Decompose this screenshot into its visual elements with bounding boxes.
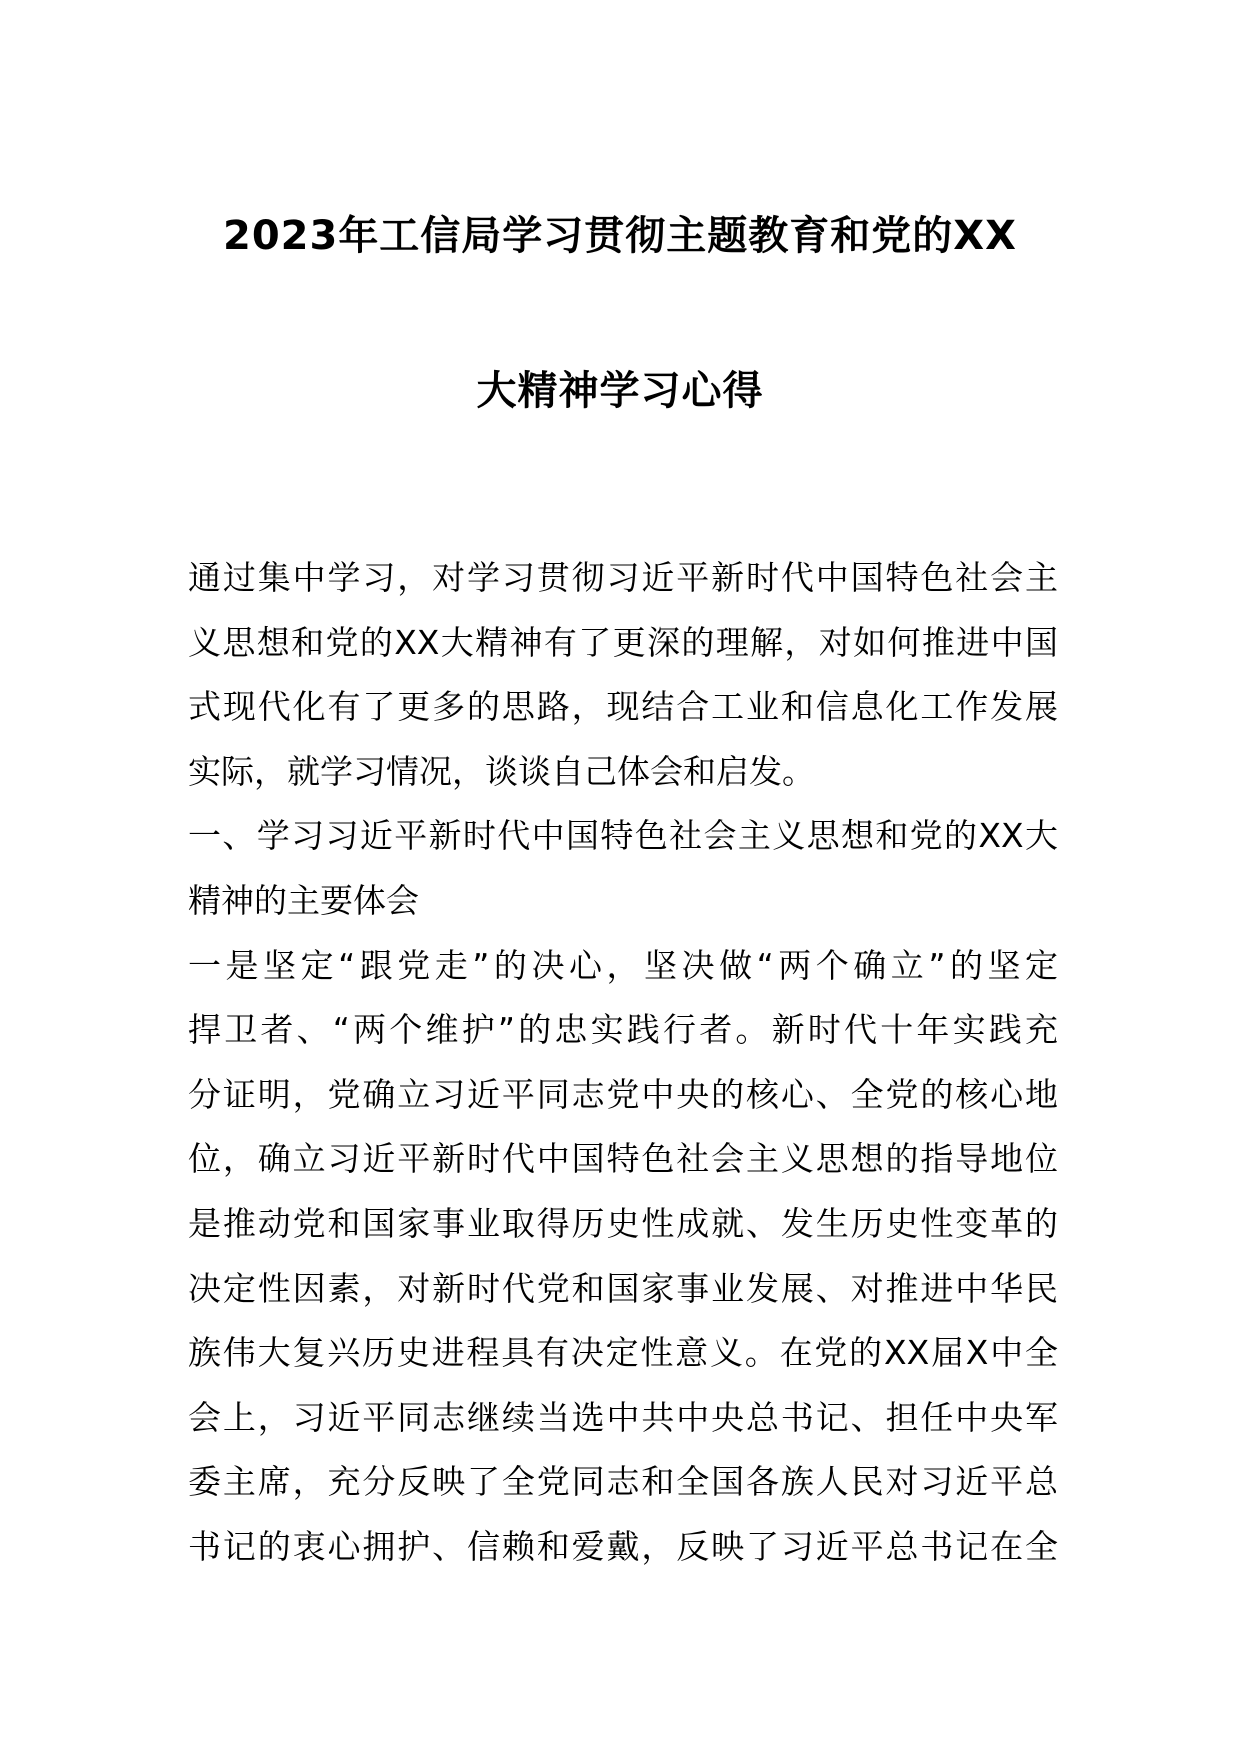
paragraph-point-one-line: 族伟大复兴历史进程具有决定性意义。在党的XX届X中全 <box>188 1333 1058 1373</box>
document-title-line-1: 2023年工信局学习贯彻主题教育和党的XX <box>222 213 1017 259</box>
paragraph-intro-line: 式现代化有了更多的思路，现结合工业和信息化工作发展 <box>188 687 1058 727</box>
paragraph-intro-line: 实际，就学习情况，谈谈自己体会和启发。 <box>188 751 815 791</box>
section-heading-line: 精神的主要体会 <box>188 880 419 920</box>
paragraph-point-one-line: 捍卫者、“两个维护”的忠实践行者。新时代十年实践充 <box>188 1010 1058 1050</box>
paragraph-point-one-line: 分证明，党确立习近平同志党中央的核心、全党的核心地 <box>188 1074 1058 1114</box>
paragraph-point-one-line: 一是坚定“跟党走”的决心，坚决做“两个确立”的坚定 <box>188 945 1058 985</box>
paragraph-point-one-line: 是推动党和国家事业取得历史性成就、发生历史性变革的 <box>188 1203 1058 1243</box>
paragraph-point-one-line: 位，确立习近平新时代中国特色社会主义思想的指导地位 <box>188 1139 1058 1179</box>
paragraph-point-one-line: 决定性因素，对新时代党和国家事业发展、对推进中华民 <box>188 1268 1058 1308</box>
section-heading-line: 一、学习习近平新时代中国特色社会主义思想和党的XX大 <box>188 816 1058 856</box>
paragraph-point-one-line: 书记的衷心拥护、信赖和爱戴，反映了习近平总书记在全 <box>188 1526 1058 1566</box>
document-body <box>188 546 1058 1580</box>
paragraph-intro-line: 义思想和党的XX大精神有了更深的理解，对如何推进中国 <box>188 622 1058 662</box>
paragraph-point-one-line: 委主席，充分反映了全党同志和全国各族人民对习近平总 <box>188 1462 1058 1502</box>
document-title-line-2: 大精神学习心得 <box>476 368 764 414</box>
paragraph-intro-line: 通过集中学习，对学习贯彻习近平新时代中国特色社会主 <box>188 558 1058 597</box>
paragraph-point-one-line: 会上，习近平同志继续当选中共中央总书记、担任中央军 <box>188 1397 1058 1437</box>
